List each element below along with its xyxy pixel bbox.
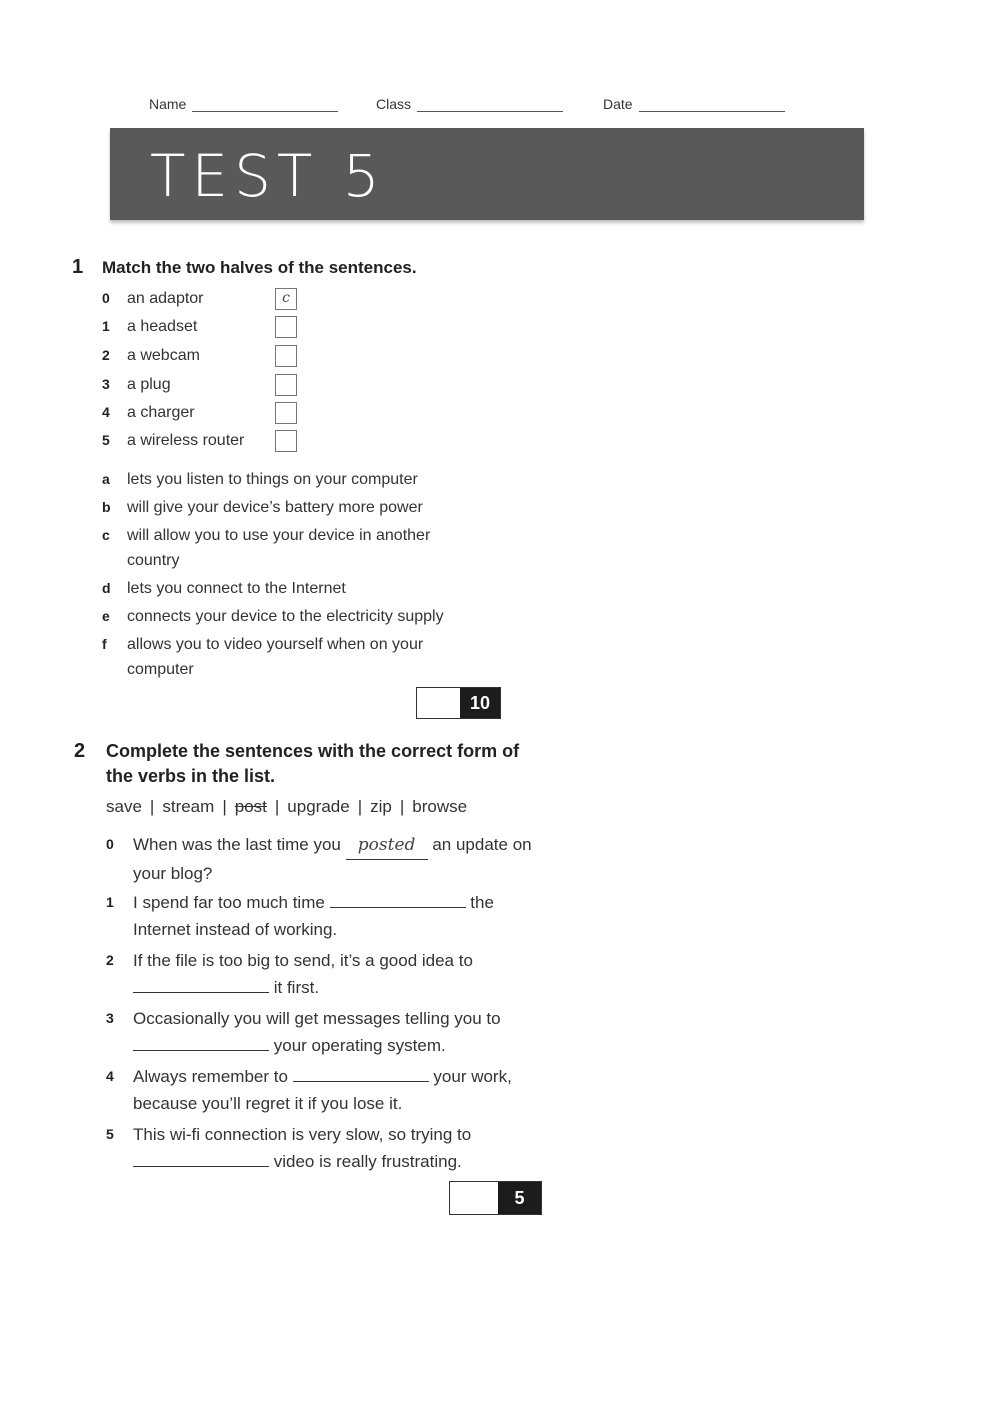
q1-definition-letter: e [102,608,110,624]
word-list-item: zip [370,797,392,816]
q2-sentence-number: 2 [106,952,114,968]
q2-sentence-before: I spend far too much time [133,893,325,912]
class-input-line[interactable] [417,97,563,112]
q2-sentence-number: 4 [106,1068,114,1084]
name-input-line[interactable] [192,97,338,112]
date-input-line[interactable] [639,97,785,112]
q1-item-number: 4 [102,404,110,420]
q2-sentence [106,947,546,1001]
q1-definition [102,523,477,573]
date-label: Date [603,96,633,112]
q2-sentence-before: When was the last time you [133,835,341,854]
q1-definition-text: lets you listen to things on your computer [127,471,418,488]
q1-number: 1 [72,256,84,278]
q1-item-text: a wireless router [127,432,245,449]
q2-answer-blank[interactable] [133,1032,269,1051]
q2-sentence [106,1005,546,1059]
q2-sentence-number: 3 [106,1010,114,1026]
class-field [376,96,563,112]
q2-sentence-before: Always remember to [133,1067,288,1086]
q1-item-text: a webcam [127,347,200,364]
word-list-item: browse [412,797,468,816]
q1-item-text: a plug [127,376,171,393]
q2-score-box [449,1181,542,1215]
q2-sentence-before: Occasionally you will get messages telling you to [133,1009,501,1028]
word-separator: | [222,797,227,816]
q1-item-number: 0 [102,290,110,306]
q1-definition [102,632,477,682]
q2-sentence-number: 5 [106,1126,114,1142]
word-list-item: save [106,797,142,816]
q1-definition [102,495,477,520]
q2-sentence-number: 0 [106,836,114,852]
q2-answer-blank[interactable] [133,1148,269,1167]
q1-definition-letter: d [102,580,111,596]
q1-answer-box[interactable] [275,430,297,452]
word-separator: | [274,797,280,816]
date-field [603,96,785,112]
q1-definition-letter: f [102,636,107,652]
q1-definition-text: will allow you to use your device in another country [127,527,431,569]
word-list-item: upgrade [287,797,350,816]
name-field [149,96,338,112]
q1-definition-text: lets you connect to the Internet [127,580,346,597]
q1-item-row [102,290,204,308]
q1-answer-box[interactable] [275,374,297,396]
q1-definition-list [102,467,477,685]
q2-number: 2 [74,740,86,762]
q2-answer-blank[interactable] [133,974,269,993]
word-list-item: post [234,797,267,816]
q1-definition-text: connects your device to the electricity supply [127,608,444,625]
q2-score-input[interactable] [450,1182,498,1214]
q1-item-text: an adaptor [127,290,204,307]
q1-item-row [102,404,195,422]
q2-sentence-after: your operating system. [273,1036,446,1055]
q1-item-text: a headset [127,318,198,335]
q2-word-list [106,797,467,817]
q1-answer-box[interactable]: c [275,288,297,310]
q2-instruction: Complete the sentences with the correct form of the verbs in the list. [106,741,520,786]
q2-sentence-before: This wi-fi connection is very slow, so trying to [133,1125,472,1144]
q1-definition [102,576,477,601]
q1-score-total: 10 [460,688,500,718]
word-separator: | [357,797,363,816]
q2-sentence-after: video is really frustrating. [273,1152,462,1171]
q2-answer-blank[interactable]: posted [346,832,428,860]
class-label: Class [376,96,412,112]
q1-definition-letter: b [102,499,111,515]
q1-answer-box[interactable] [275,402,297,424]
q1-answer-box[interactable] [275,316,297,338]
q1-item-number: 1 [102,318,110,334]
q1-answer-box[interactable] [275,345,297,367]
q2-answer-blank[interactable] [330,889,466,908]
name-label: Name [149,96,187,112]
q2-sentence [106,889,546,943]
word-separator: | [149,797,155,816]
q2-sentence-after: it first. [273,978,320,997]
q2-sentence-before: If the file is too big to send, it’s a good idea to [133,951,473,970]
test-title: TEST 5 [150,142,386,210]
q1-definition [102,604,477,629]
q2-sentence-after: your work, because you’ll regret it if you lose it. [133,1067,512,1113]
word-list-item: stream [162,797,215,816]
q2-answer-blank[interactable] [293,1063,429,1082]
q1-definition-text: allows you to video yourself when on your computer [127,636,424,678]
q1-item-number: 2 [102,347,110,363]
q1-score-input[interactable] [417,688,460,718]
q2-sentence-after: the Internet instead of working. [133,893,494,939]
q1-item-row [102,376,171,394]
q1-item-number: 3 [102,376,110,392]
q1-item-row [102,347,200,365]
q2-sentence-number: 1 [106,894,114,910]
q1-instruction: Match the two halves of the sentences. [102,258,417,277]
word-separator: | [399,797,405,816]
q1-definition [102,467,477,492]
q1-definition-letter: c [102,527,110,543]
q1-item-number: 5 [102,432,110,448]
q2-sentence [106,831,546,887]
test-banner [110,128,864,220]
q1-score-box [416,687,501,719]
q1-definition-letter: a [102,471,110,487]
q1-item-row [102,432,244,450]
q1-item-row [102,318,197,336]
q1-definition-text: will give your device’s battery more power [127,499,423,516]
q2-sentence-after: an update on your blog? [133,835,532,883]
q2-sentence [106,1121,546,1175]
q2-score-total: 5 [498,1182,541,1214]
q1-item-text: a charger [127,404,195,421]
q2-sentence [106,1063,546,1117]
